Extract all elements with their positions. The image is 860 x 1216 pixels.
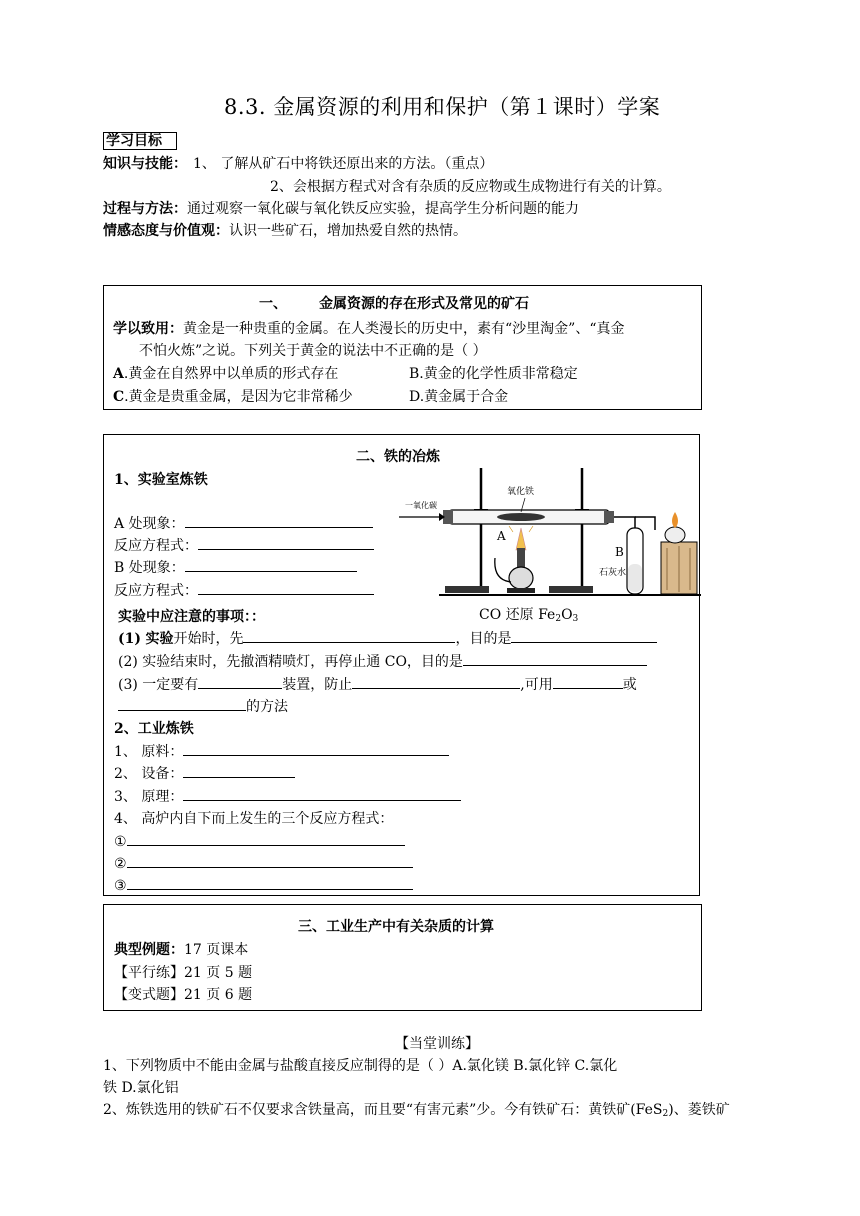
caption-prefix: CO 还原 Fe	[479, 607, 556, 623]
emotion-text: 认识一些矿石，增加热爱自然的热情。	[229, 223, 467, 239]
caption-subscript-2: 2	[555, 614, 562, 624]
training-q1-line-1: 1、下列物质中不能由金属与盐酸直接反应制得的是（ ）A.氯化镁 B.氯化锌 C.氯化	[103, 1058, 618, 1074]
co-label: 一氧化碳	[405, 501, 437, 510]
equation-1-blank[interactable]	[198, 535, 374, 550]
lab-iron-heading: 1、实验室炼铁	[114, 472, 208, 488]
process-text: 通过观察一氧化碳与氧化铁反应实验，提高学生分析问题的能力	[187, 201, 579, 217]
caption-o: O	[561, 607, 573, 623]
equipment-blank[interactable]	[183, 763, 295, 778]
notes-heading: 实验中应注意的事项：：	[118, 609, 265, 625]
raw-materials-label: 1、 原料：	[114, 744, 184, 760]
note-3-blank-c[interactable]	[553, 674, 623, 689]
note-1-bold: 实验	[145, 631, 174, 647]
page-title: 8.3. 金属资源的利用和保护（第１课时）学案	[224, 95, 661, 119]
note-1-blank-b[interactable]	[511, 628, 657, 643]
variant-question: 【变式题】21 页 6 题	[114, 987, 253, 1003]
circle-2: ②	[114, 856, 127, 872]
note-3-c: ,可用	[520, 677, 553, 693]
option-c-letter: C	[113, 389, 125, 405]
circle-1: ①	[114, 834, 127, 850]
equation-1-label: 反应方程式：	[114, 538, 198, 554]
reaction-2-blank[interactable]	[127, 853, 413, 868]
note-1-blank-a[interactable]	[243, 628, 455, 643]
section-1-heading: 金属资源的存在形式及常见的矿石	[319, 296, 529, 312]
training-q2-tail: )、菱铁矿	[668, 1102, 730, 1118]
parallel-practice: 【平行练】21 页 5 题	[114, 965, 253, 981]
training-q2-subscript: 2	[662, 1109, 669, 1119]
a-observation-blank[interactable]	[185, 513, 373, 528]
option-b: B.黄金的化学性质非常稳定	[409, 366, 578, 382]
knowledge-item-1: 1、 了解从矿石中将铁还原出来的方法。（重点）	[193, 156, 494, 172]
fe2o3-label: 氧化铁	[507, 487, 535, 497]
section-2-box	[103, 434, 700, 896]
note-3-blank-b[interactable]	[352, 674, 520, 689]
example-label: 典型例题：	[114, 942, 184, 958]
training-heading: 【当堂训练】	[395, 1036, 479, 1052]
note-2-blank[interactable]	[463, 651, 647, 666]
a-label: A	[497, 529, 506, 543]
caption-subscript-3: 3	[572, 614, 579, 624]
knowledge-label: 知识与技能：	[103, 156, 187, 172]
blast-furnace-prompt: 4、 高炉内自下而上发生的三个反应方程式：	[114, 811, 394, 827]
training-q2-text: 2、炼铁选用的铁矿石不仅要求含铁量高，而且要“有害元素”少。今有铁矿石：黄铁矿(FeS	[103, 1102, 663, 1118]
example-text: 17 页课本	[184, 942, 249, 958]
b-label: B	[615, 545, 624, 559]
training-q2-line-1	[103, 1099, 730, 1119]
co-reduction-apparatus-diagram	[399, 460, 701, 605]
principle-label: 3、 原理：	[114, 789, 184, 805]
section-1-box	[103, 285, 702, 410]
process-label: 过程与方法：	[103, 201, 187, 217]
learning-goals-label: 学习目标	[103, 132, 177, 150]
note-3-d: 或	[622, 677, 637, 693]
note-1-text: 开始时，先	[173, 631, 244, 647]
b-observation-label: B 处现象：	[114, 560, 185, 576]
equation-2-label: 反应方程式：	[114, 583, 198, 599]
note-2-text: (2) 实验结束时，先撤酒精喷灯，再停止通 CO，目的是	[118, 654, 463, 670]
note-3-e: 的方法	[246, 699, 288, 715]
option-a-letter: A	[113, 366, 124, 382]
option-d: D.黄金属于合金	[409, 389, 509, 405]
note-3-a: (3) 一定要有	[118, 677, 199, 693]
knowledge-item-2: 2、会根据方程式对含有杂质的反应物或生成物进行有关的计算。	[270, 179, 671, 195]
raw-materials-blank[interactable]	[183, 741, 449, 756]
limewater-label: 石灰水	[599, 568, 627, 578]
section-3-heading: 三、工业生产中有关杂质的计算	[298, 919, 494, 935]
note-1-mid: ，目的是	[455, 631, 512, 647]
section-2-heading: 二、铁的冶炼	[356, 449, 440, 465]
a-observation-label: A 处现象：	[114, 516, 185, 532]
question-line-2: 不怕火炼”之说。下列关于黄金的说法中不正确的是（ ）	[139, 343, 487, 359]
equation-2-blank[interactable]	[198, 580, 374, 595]
industrial-iron-heading: 2、工业炼铁	[114, 721, 194, 737]
question-line-1: 黄金是一种贵重的金属。在人类漫长的历史中，素有“沙里淘金”、“真金	[183, 321, 625, 337]
note-3-b: 装置，防止	[282, 677, 353, 693]
section-3-box	[103, 904, 702, 1011]
option-a: .黄金在自然界中以单质的形式存在	[123, 366, 339, 382]
emotion-label: 情感态度与价值观：	[103, 223, 229, 239]
note-3-blank-d[interactable]	[118, 696, 246, 711]
section-1-number: 一、	[259, 296, 287, 312]
option-c: .黄金是贵重金属，是因为它非常稀少	[124, 389, 353, 405]
note-1-number: (1)	[118, 631, 141, 647]
training-q1-line-2: 铁 D.氯化铝	[103, 1080, 179, 1096]
reaction-3-blank[interactable]	[127, 875, 413, 890]
equipment-label: 2、 设备：	[114, 766, 184, 782]
note-3-blank-a[interactable]	[198, 674, 282, 689]
reaction-1-blank[interactable]	[127, 831, 405, 846]
circle-3: ③	[114, 878, 127, 894]
diagram-caption	[479, 604, 578, 624]
principle-blank[interactable]	[183, 786, 461, 801]
question-label: 学以致用：	[113, 321, 183, 337]
b-observation-blank[interactable]	[185, 557, 357, 572]
